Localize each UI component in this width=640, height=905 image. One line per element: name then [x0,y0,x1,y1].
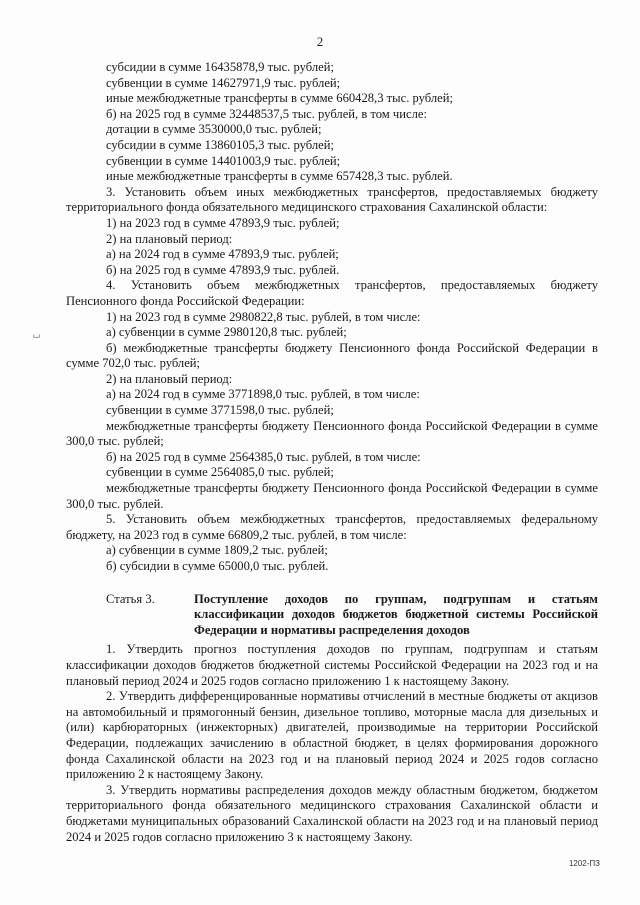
text-line: б) на 2025 год в сумме 32448537,5 тыс. рублей, в том числе: [106,106,427,121]
text-line: иные межбюджетные трансферты в сумме 660428,3 тыс. рублей; [106,91,453,106]
document-code: 1202-ПЗ [568,859,600,868]
text-line: субсидии в сумме 16435878,9 тыс. рублей; [106,60,334,74]
text-line: субсидии в сумме 13860105,3 тыс. рублей; [106,137,334,152]
section-3-item: а) на 2024 год в сумме 47893,9 тыс. рублей; [106,247,339,262]
article-3-heading [66,592,598,639]
section-3-item: 1) на 2023 год в сумме 47893,9 тыс. рублей; [106,215,340,230]
section-4-item: межбюджетные трансферты бюджету Пенсионного фонда Российской Федерации в сумме 300,0 тыс. рублей; [66,418,598,449]
article-title: Поступление доходов по группам, подгруппам и статьям классификации доходов бюджетов бюджетной системы Российской Федерации и нормативы распределения доходов [194,591,598,637]
article-label: Статья 3. [106,591,155,606]
section-3-intro: 3. Установить объем иных межбюджетных трансфертов, предоставляемых бюджету территориального фонда обязательного медицинского страхования Сахалинской области: [66,184,598,215]
article-3-paragraph-2: 2. Утвердить дифференцированные нормативы отчислений в местные бюджеты от акцизов на автомобильный и прямогонный бензин, дизельное топливо, моторные масла для дизельных и (или) карбюраторных (инжекторных) двигателей, производимые на территории Российской Федерации, подлежащих зачислению в областной бюджет, в целях формирования дорожного фонда Сахалинской области на 2023 год и на плановый период 2024 и 2025 годов согласно приложению 2 к настоящему Закону. [66,689,598,782]
text-line: дотации в сумме 3530000,0 тыс. рублей; [106,122,322,137]
text-line: субвенции в сумме 14401003,9 тыс. рублей; [106,153,341,168]
section-4-item: 2) на плановый период: [106,371,233,386]
text-line: субвенции в сумме 14627971,9 тыс. рублей; [106,75,341,90]
section-3-item: б) на 2025 год в сумме 47893,9 тыс. рублей. [106,262,340,277]
document-body [66,60,598,845]
section-3-item: 2) на плановый период: [106,231,233,246]
section-4-item: субвенции в сумме 3771598,0 тыс. рублей; [106,403,334,418]
section-5-item: б) субсидии в сумме 65000,0 тыс. рублей. [106,559,329,573]
section-4-item: а) субвенции в сумме 2980120,8 тыс. рублей; [106,325,347,340]
article-3-paragraph-1: 1. Утвердить прогноз поступления доходов по группам, подгруппам и статьям классификации доходов бюджетов бюджетной системы Российской Федерации на 2023 год и на плановый период 2024 и 2025 годов согласно приложению 1 к настоящему Закону. [66,642,598,688]
section-5-item: а) субвенции в сумме 1809,2 тыс. рублей; [106,543,328,558]
section-4-item: б) межбюджетные трансферты бюджету Пенсионного фонда Российской Федерации в сумме 702,0 тыс. рублей; [66,340,598,371]
section-4-item: а) на 2024 год в сумме 3771898,0 тыс. рублей, в том числе: [106,387,420,402]
text-line: иные межбюджетные трансферты в сумме 657428,3 тыс. рублей. [106,169,453,184]
scan-mark [33,334,40,338]
section-4-item: 1) на 2023 год в сумме 2980822,8 тыс. рублей, в том числе: [106,309,421,324]
page-number: 2 [316,34,324,49]
section-4-item: межбюджетные трансферты бюджету Пенсионного фонда Российской Федерации в сумме 300,0 тыс. рублей. [66,481,598,511]
article-3-paragraph-3: 3. Утвердить нормативы распределения доходов между областным бюджетом, бюджетом территориального фонда обязательного медицинского страхования Сахалинской области и бюджетами муниципальных образований Сахалинской области на 2023 год и на плановый период 2024 и 2025 годов согласно приложению 3 к настоящему Закону. [66,782,598,844]
section-5-intro: 5. Установить объем межбюджетных трансфертов, предоставляемых федеральному бюджету, на 2023 год в сумме 66809,2 тыс. рублей, в том числе: [66,512,598,542]
section-4-item: б) на 2025 год в сумме 2564385,0 тыс. рублей, в том числе: [106,449,421,464]
section-4-item: субвенции в сумме 2564085,0 тыс. рублей; [106,465,334,480]
section-4-intro: 4. Установить объем межбюджетных трансфертов, предоставляемых бюджету Пенсионного фонда Российской Федерации: [66,278,598,308]
